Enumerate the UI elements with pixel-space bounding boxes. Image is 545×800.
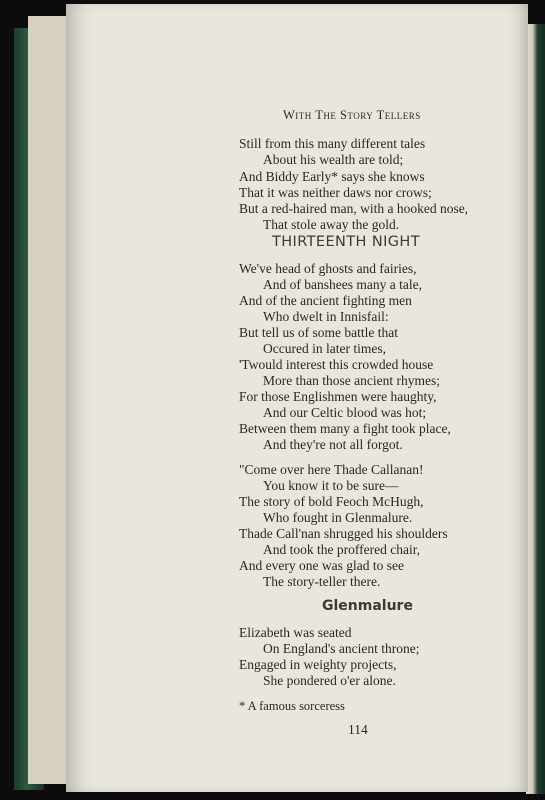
verse-line: Who fought in Glenmalure. bbox=[263, 510, 413, 525]
verse-line: On England's ancient throne; bbox=[263, 641, 420, 656]
verse-line: But a red-haired man, with a hooked nose, bbox=[239, 201, 469, 216]
verse-line: About his wealth are told; bbox=[263, 152, 404, 167]
verse-line: Between them many a fight took place, bbox=[239, 421, 451, 436]
verse-line: "Come over here Thade Callanan! bbox=[239, 462, 424, 477]
book-cover-right bbox=[526, 24, 545, 794]
verse-line: 'Twould interest this crowded house bbox=[239, 357, 434, 372]
page-number: 114 bbox=[348, 722, 368, 737]
verse-line: And every one was glad to see bbox=[239, 558, 404, 573]
verse-line: The story of bold Feoch McHugh, bbox=[239, 494, 424, 509]
verse-line: And took the proffered chair, bbox=[263, 542, 421, 557]
verse-line: And of banshees many a tale, bbox=[263, 277, 422, 292]
verse-line: And our Celtic blood was hot; bbox=[263, 405, 427, 420]
verse-line: Who dwelt in Innisfail: bbox=[263, 309, 389, 324]
verse-line: She pondered o'er alone. bbox=[263, 673, 396, 688]
verse-line: That it was neither daws nor crows; bbox=[239, 185, 432, 200]
verse-line: Engaged in weighty projects, bbox=[239, 657, 397, 672]
verse-line: Occured in later times, bbox=[263, 341, 386, 356]
verse-line: Still from this many different tales bbox=[239, 136, 426, 151]
verse-line: And of the ancient fighting men bbox=[239, 293, 412, 308]
verse-line: The story-teller there. bbox=[263, 574, 381, 589]
footnote: * A famous sorceress bbox=[239, 699, 345, 713]
verse-line: And Biddy Early* says she knows bbox=[239, 169, 425, 184]
running-head: With The Story Tellers bbox=[283, 108, 421, 122]
verse-line: For those Englishmen were haughty, bbox=[239, 389, 437, 404]
poem-title: Glenmalure bbox=[322, 598, 413, 614]
verse-line: And they're not all forgot. bbox=[263, 437, 403, 452]
verse-line: We've head of ghosts and fairies, bbox=[239, 261, 417, 276]
verse-line: You know it to be sure— bbox=[263, 478, 399, 493]
verse-line: But tell us of some battle that bbox=[239, 325, 398, 340]
verse-line: More than those ancient rhymes; bbox=[263, 373, 440, 388]
verse-line: Elizabeth was seated bbox=[239, 625, 352, 640]
verse-line: Thade Call'nan shrugged his shoulders bbox=[239, 526, 448, 541]
section-heading: THIRTEENTH NIGHT bbox=[272, 234, 420, 250]
verse-line: That stole away the gold. bbox=[263, 217, 400, 232]
